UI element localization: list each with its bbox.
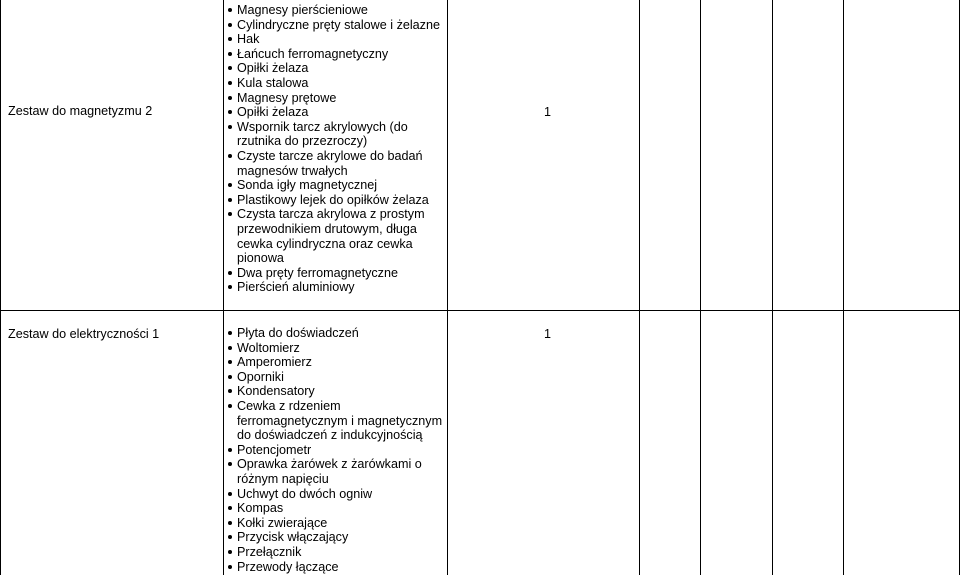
list-item: Wspornik tarcz akrylowych (do rzutnika do przezroczy) xyxy=(228,120,444,149)
list-item: Przycisk włączający xyxy=(228,530,444,545)
column-divider xyxy=(639,0,640,575)
list-item: Dwa pręty ferromagnetyczne xyxy=(228,266,444,281)
list-item: Kompas xyxy=(228,501,444,516)
list-item: Czyste tarcze akrylowe do badań magnesów trwałych xyxy=(228,149,444,178)
row-1-quantity: 1 xyxy=(544,105,552,119)
column-divider xyxy=(700,0,701,575)
row-2-name: Zestaw do elektryczności 1 xyxy=(8,327,160,341)
list-item: Łańcuch ferromagnetyczny xyxy=(228,47,444,62)
row-1-name: Zestaw do magnetyzmu 2 xyxy=(8,104,153,118)
list-item: Magnesy pierścieniowe xyxy=(228,3,444,18)
list-item: Hak xyxy=(228,32,444,47)
column-divider xyxy=(772,0,773,575)
list-item: Plastikowy lejek do opiłków żelaza xyxy=(228,193,444,208)
column-divider xyxy=(223,0,224,575)
list-item: Magnesy prętowe xyxy=(228,91,444,106)
list-item: Uchwyt do dwóch ogniw xyxy=(228,487,444,502)
row-divider xyxy=(0,310,960,311)
list-item: Amperomierz xyxy=(228,355,444,370)
list-item: Kondensatory xyxy=(228,384,444,399)
row-1-item-list xyxy=(228,3,444,295)
column-divider xyxy=(447,0,448,575)
list-item: Przełącznik xyxy=(228,545,444,560)
column-divider xyxy=(843,0,844,575)
list-item: Sonda igły magnetycznej xyxy=(228,178,444,193)
list-item: Cylindryczne pręty stalowe i żelazne xyxy=(228,18,444,33)
list-item: Opiłki żelaza xyxy=(228,105,444,120)
list-item: Przewody łączące xyxy=(228,560,444,575)
list-item: Oporniki xyxy=(228,370,444,385)
list-item: Płyta do doświadczeń xyxy=(228,326,444,341)
list-item: Cewka z rdzeniem ferromagnetycznym i magnetycznym do doświadczeń z indukcyjnością xyxy=(228,399,444,443)
list-item: Kula stalowa xyxy=(228,76,444,91)
list-item: Kołki zwierające xyxy=(228,516,444,531)
row-2-item-list xyxy=(228,326,444,574)
list-item: Oprawka żarówek z żarówkami o różnym napięciu xyxy=(228,457,444,486)
list-item: Woltomierz xyxy=(228,341,444,356)
table-border-left xyxy=(0,0,1,575)
list-item: Pierścień aluminiowy xyxy=(228,280,444,295)
list-item: Potencjometr xyxy=(228,443,444,458)
list-item: Czysta tarcza akrylowa z prostym przewodnikiem drutowym, długa cewka cylindryczna oraz cewka pionowa xyxy=(228,207,444,265)
list-item: Opiłki żelaza xyxy=(228,61,444,76)
row-2-quantity: 1 xyxy=(544,327,552,341)
